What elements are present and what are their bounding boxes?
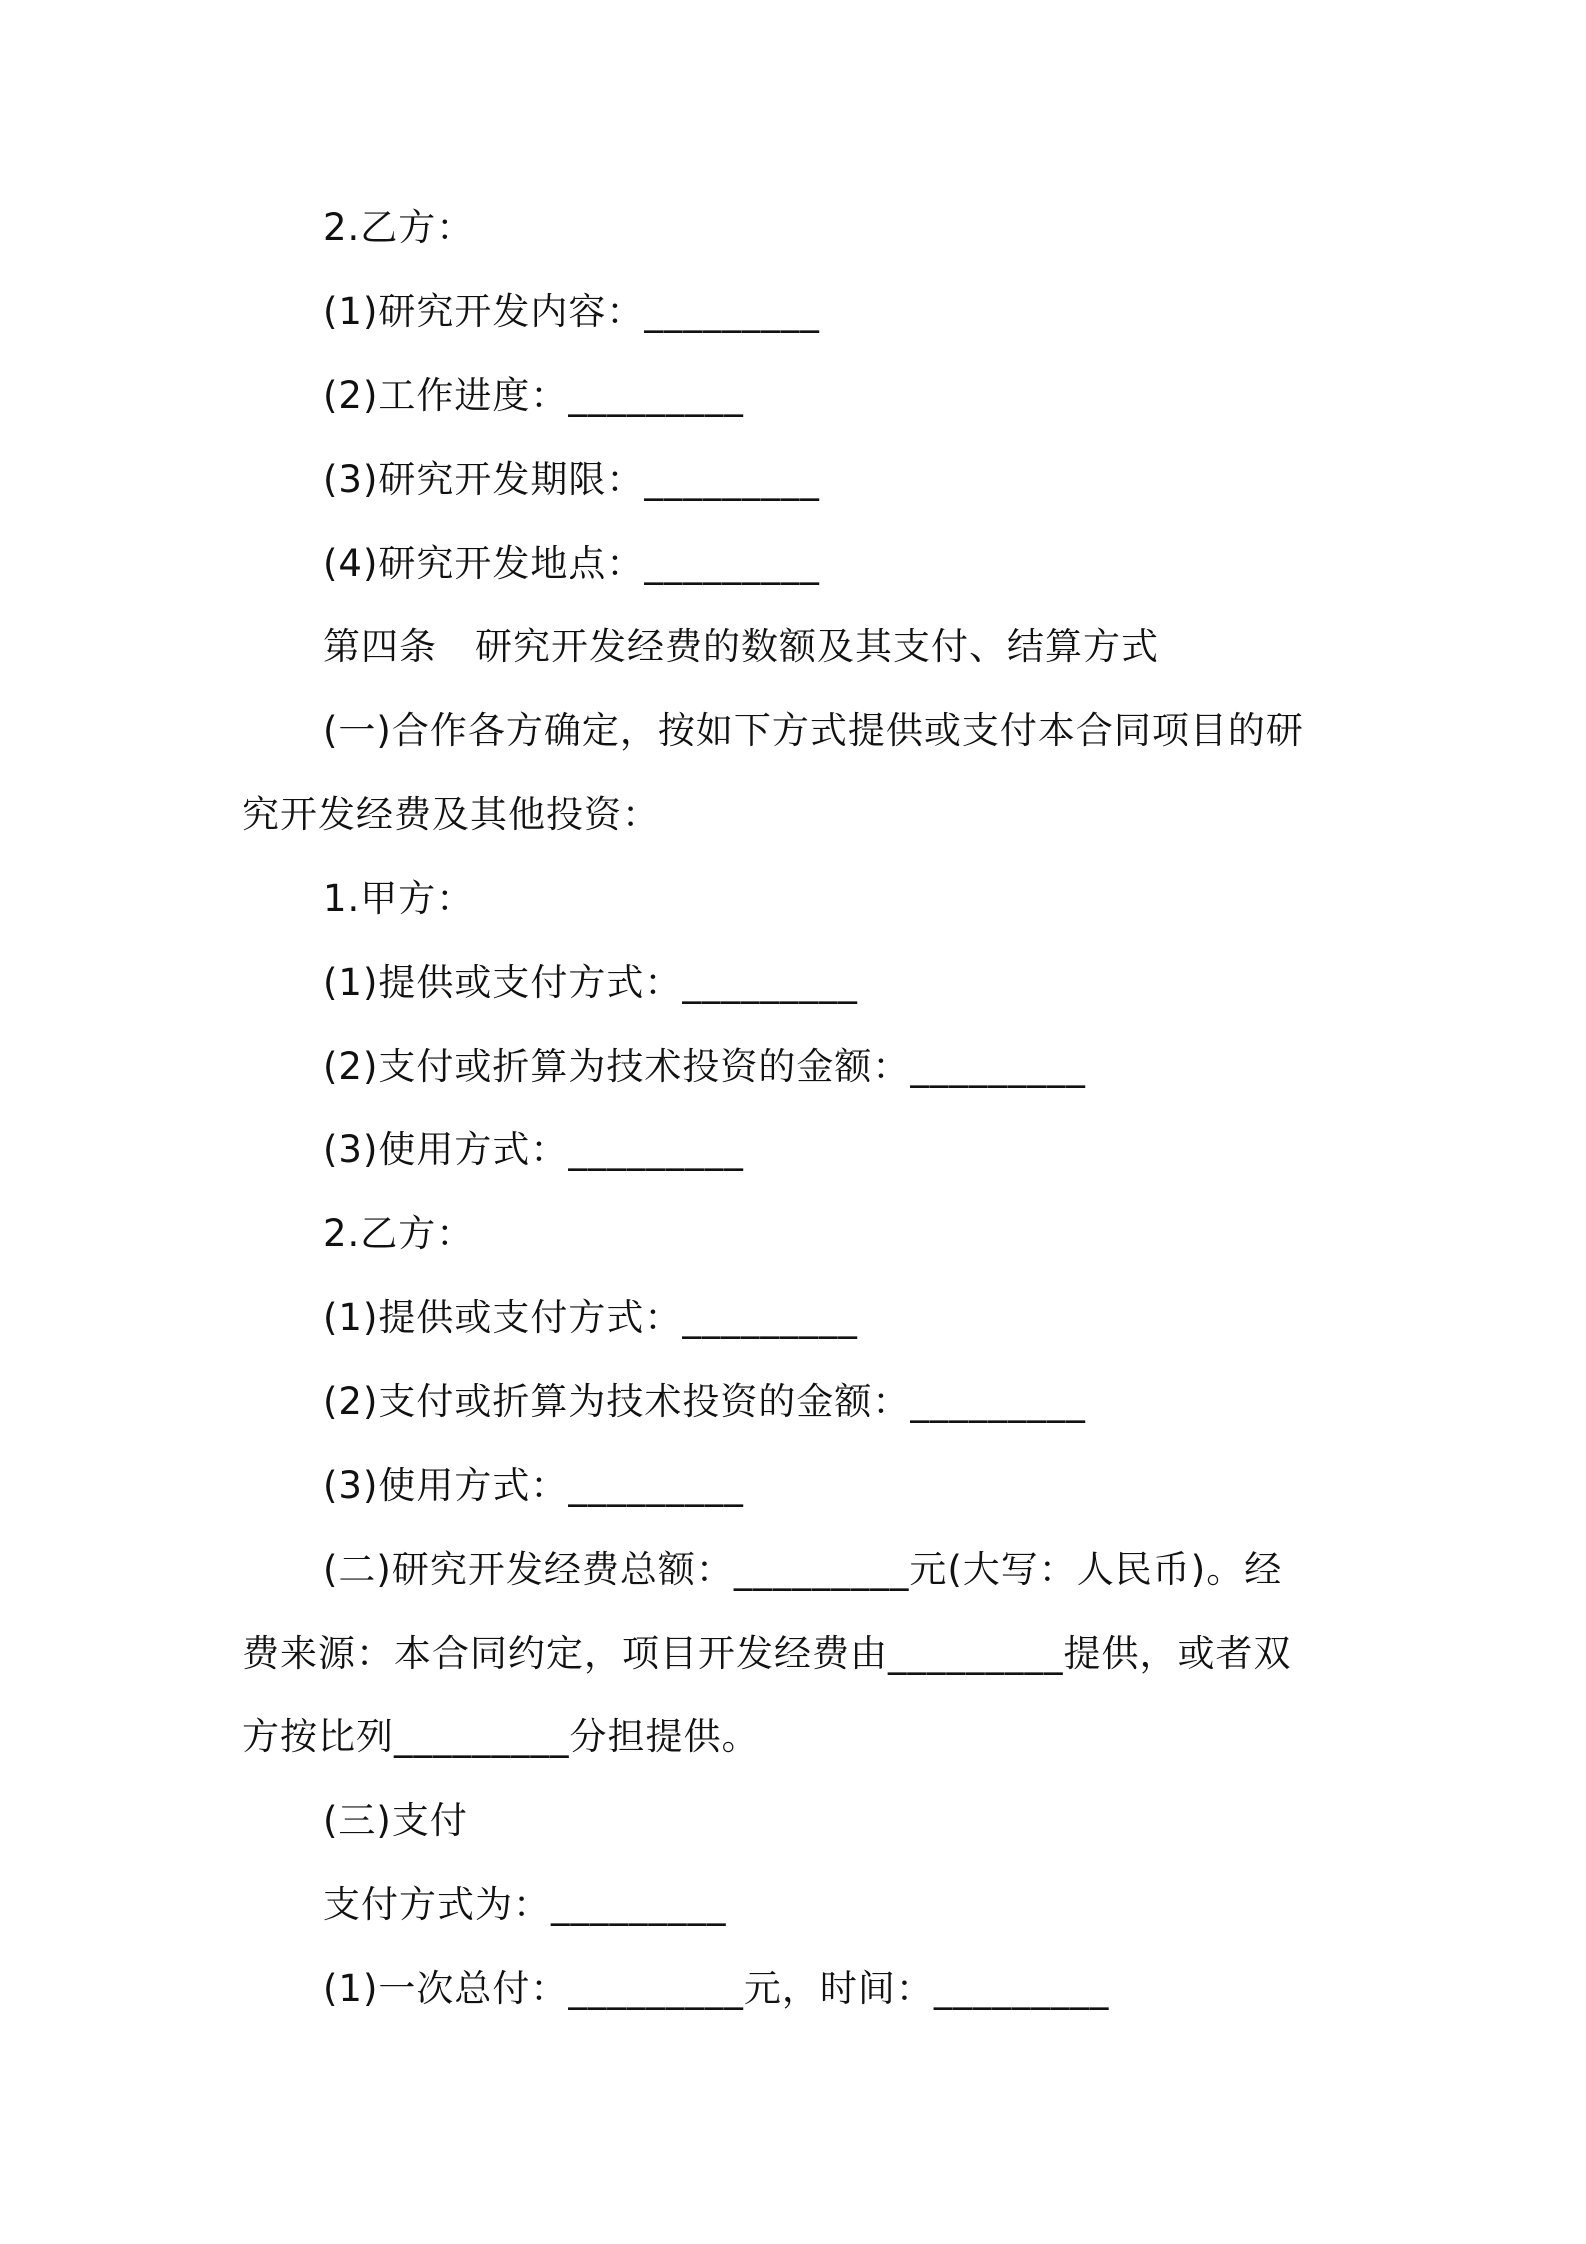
text-line: (2)工作进度：_________: [323, 374, 744, 417]
text-line: (1)研究开发内容：_________: [323, 290, 820, 333]
text-line: (2)支付或折算为技术投资的金额：_________: [323, 1045, 1086, 1088]
text-line: (4)研究开发地点：_________: [323, 542, 820, 585]
text-line: (1)一次总付：_________元，时间：_________: [323, 1967, 1110, 2010]
text-line: (2)支付或折算为技术投资的金额：_________: [323, 1380, 1086, 1423]
article-heading: 第四条 研究开发经费的数额及其支付、结算方式: [323, 625, 1159, 668]
text-line: 2.乙方：: [323, 206, 475, 249]
text-line: (一)合作各方确定，按如下方式提供或支付本合同项目的研: [323, 709, 1304, 752]
text-line: (3)使用方式：_________: [323, 1464, 744, 1507]
text-line: 2.乙方：: [323, 1212, 475, 1255]
text-line: 1.甲方：: [323, 877, 475, 920]
text-line: (三)支付: [323, 1799, 468, 1842]
text-line: 究开发经费及其他投资：: [242, 793, 660, 836]
text-line: 支付方式为：_________: [323, 1883, 727, 1926]
text-line: (3)使用方式：_________: [323, 1128, 744, 1171]
text-line: (1)提供或支付方式：_________: [323, 961, 858, 1004]
text-line: (二)研究开发经费总额：_________元(大写：人民币)。经: [323, 1548, 1283, 1591]
text-line: (3)研究开发期限：_________: [323, 458, 820, 501]
text-line: 费来源：本合同约定，项目开发经费由_________提供，或者双: [242, 1632, 1292, 1675]
text-line: 方按比列_________分担提供。: [242, 1715, 760, 1758]
text-line: (1)提供或支付方式：_________: [323, 1296, 858, 1339]
